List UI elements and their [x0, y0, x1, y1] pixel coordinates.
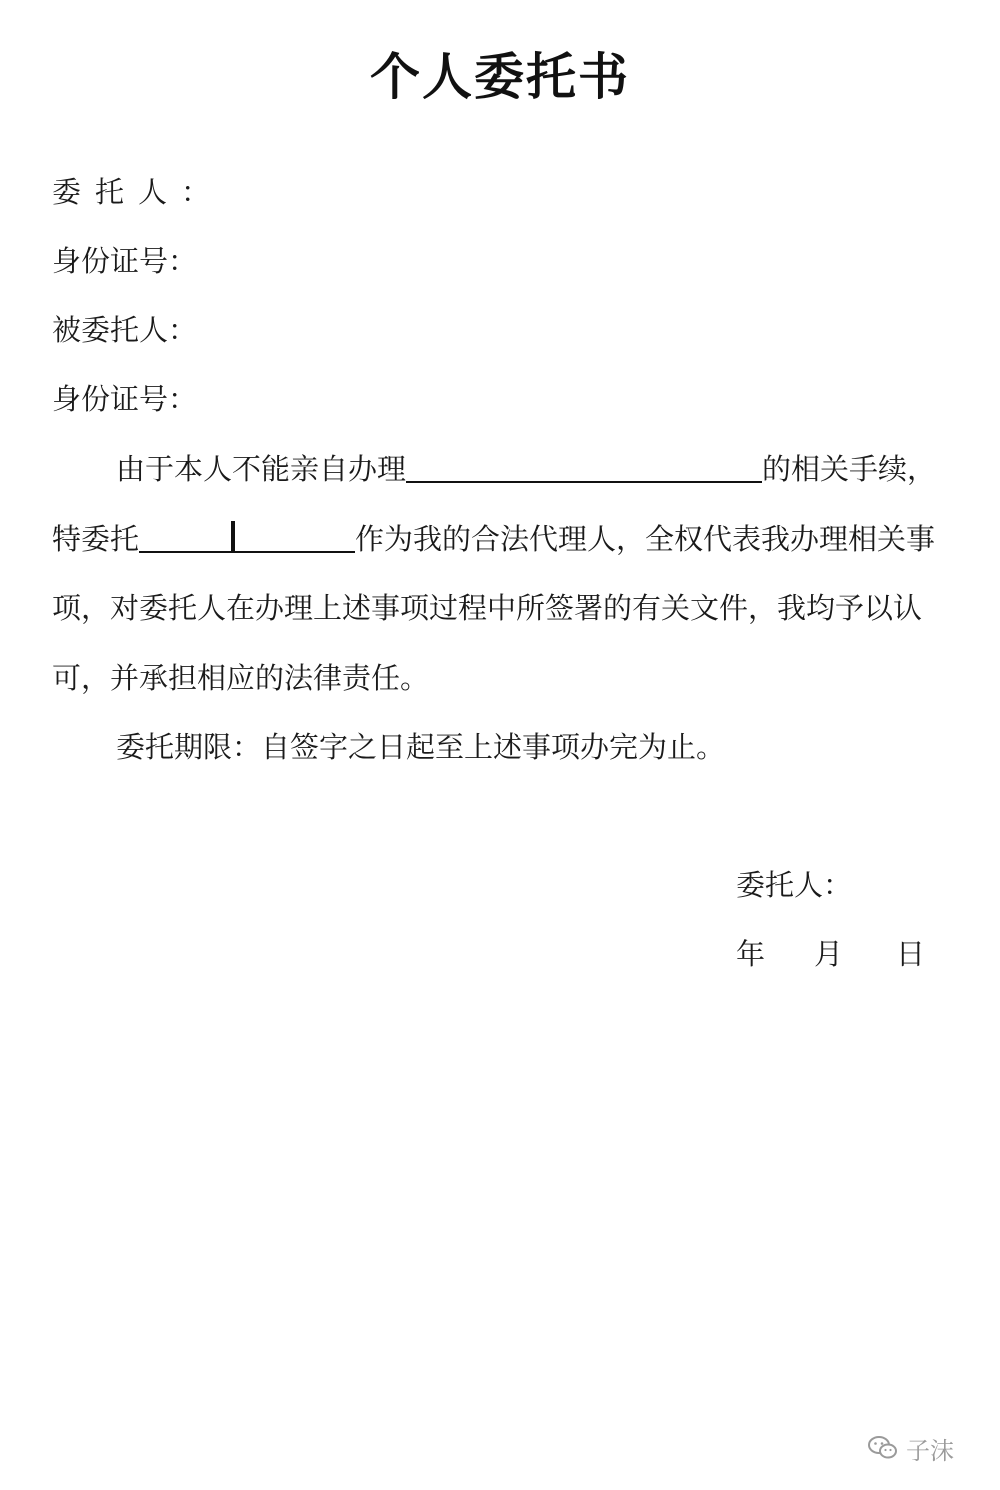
watermark-text: 子沫	[906, 1436, 954, 1465]
body-line-1	[116, 449, 936, 489]
term-line: 委托期限：自签字之日起至上述事项办完为止。	[116, 730, 726, 764]
signature-principal: 委托人：	[736, 868, 853, 902]
body-line-2-prefix: 特委托	[52, 522, 140, 556]
agent-field	[52, 310, 197, 350]
wechat-icon	[868, 1435, 898, 1461]
date-month-label: 月	[814, 937, 844, 971]
signature-date	[736, 934, 925, 974]
principal-field	[52, 172, 224, 212]
body-line-1-prefix: 由于本人不能亲自办理	[116, 452, 407, 486]
principal-id-field	[52, 241, 197, 281]
date-day-label: 日	[896, 937, 926, 971]
body-line-1-suffix: 的相关手续，	[762, 452, 937, 486]
agent-name-blank[interactable]	[139, 521, 355, 553]
watermark	[868, 1430, 954, 1466]
principal-id-label: 身份证号：	[52, 244, 198, 278]
body-line-2-suffix: 作为我的合法代理人，全权代表我办理相关事	[355, 522, 936, 556]
body-line-4: 可，并承担相应的法律责任。	[52, 661, 430, 695]
matter-blank[interactable]	[406, 451, 762, 483]
agent-label: 被委托人：	[52, 313, 198, 347]
date-year-label: 年	[736, 937, 766, 971]
body-line-2	[52, 519, 935, 559]
principal-label: 委托人：	[52, 175, 225, 209]
document-title: 个人委托书	[370, 47, 630, 106]
agent-id-label: 身份证号：	[52, 382, 198, 416]
text-cursor	[231, 521, 235, 551]
body-line-3: 项，对委托人在办理上述事项过程中所签署的有关文件，我均予以认	[52, 591, 923, 625]
agent-id-field	[52, 379, 197, 419]
